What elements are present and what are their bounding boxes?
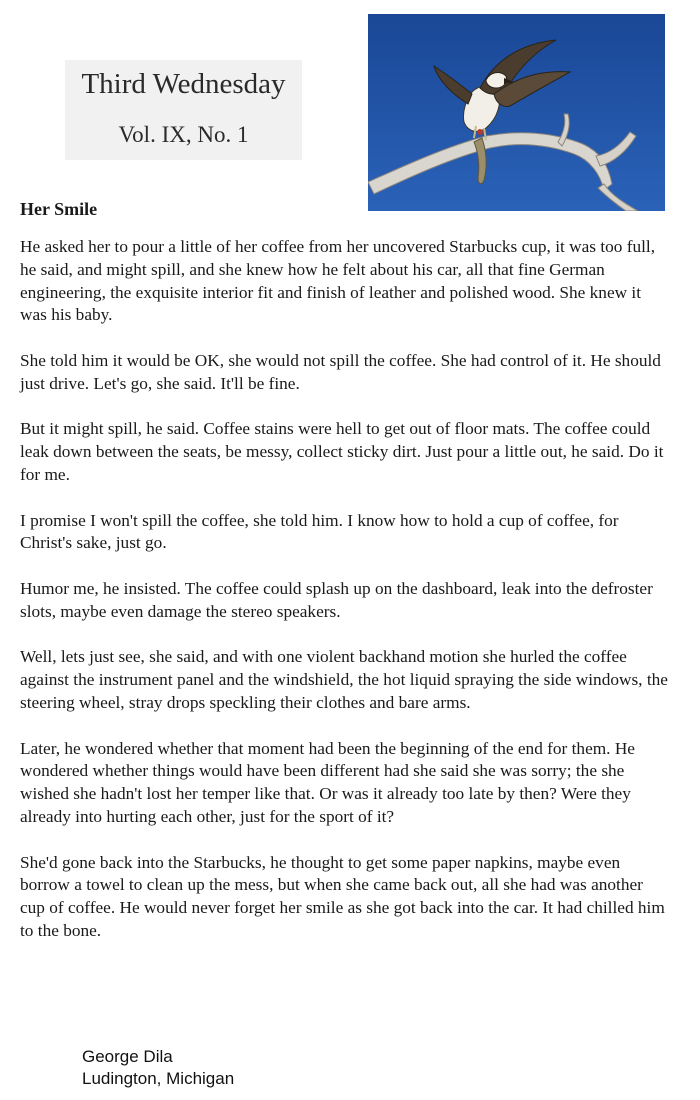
story-title: Her Smile — [20, 199, 98, 219]
story-paragraph: Humor me, he insisted. The coffee could splash up on the dashboard, leak into the defroster slots, maybe even damage the stereo speakers. — [20, 578, 653, 621]
story-body — [20, 236, 670, 966]
journal-title: Third Wednesday — [81, 68, 286, 100]
story-paragraph: Well, lets just see, she said, and with one violent backhand motion she hurled the coffee against the instrument panel and the windshield, the hot liquid spraying the side windows, the steering wheel, stray drops speckling their clothes and bare arms. — [20, 647, 668, 712]
story-paragraph: I promise I won't spill the coffee, she told him. I know how to hold a cup of coffee, for Christ's sake, just go. — [20, 510, 619, 553]
story-paragraph: Later, he wondered whether that moment had been the beginning of the end for them. He wondered whether things would have been different had she said she was sorry; the she wished she hadn't lost her temper like that. Or was it already too late by then? Were they already into hurting each other, just for the sport of it? — [20, 738, 635, 826]
masthead — [65, 60, 302, 160]
author-name: George Dila — [82, 1047, 173, 1066]
story-paragraph: She'd gone back into the Starbucks, he thought to get some paper napkins, maybe even borrow a towel to clean up the mess, but when she came back out, all she had was another cup of coffee. He would never forget her smile as she got back into the car. It had chilled him to the bone. — [20, 852, 665, 940]
story-paragraph: He asked her to pour a little of her coffee from her uncovered Starbucks cup, it was too full, he said, and might spill, and she knew how he felt about his car, all that fine German engineering, the exquisite interior fit and finish of leather and polished wood. She knew it was his baby. — [20, 237, 656, 325]
issue-number: Vol. IX, No. 1 — [118, 122, 249, 147]
story-paragraph: But it might spill, he said. Coffee stains were hell to get out of floor mats. The coffee could leak down between the seats, be messy, collect sticky dirt. Just pour a little out, he said. Do it for me. — [20, 419, 664, 484]
author-location: Ludington, Michigan — [82, 1069, 235, 1088]
story-paragraph: She told him it would be OK, she would not spill the coffee. She had control of it. He should just drive. Let's go, she said. It'll be fine. — [20, 350, 661, 393]
osprey-photo — [368, 14, 665, 211]
osprey-on-branch-photo-icon — [368, 14, 665, 211]
byline — [82, 1046, 234, 1090]
